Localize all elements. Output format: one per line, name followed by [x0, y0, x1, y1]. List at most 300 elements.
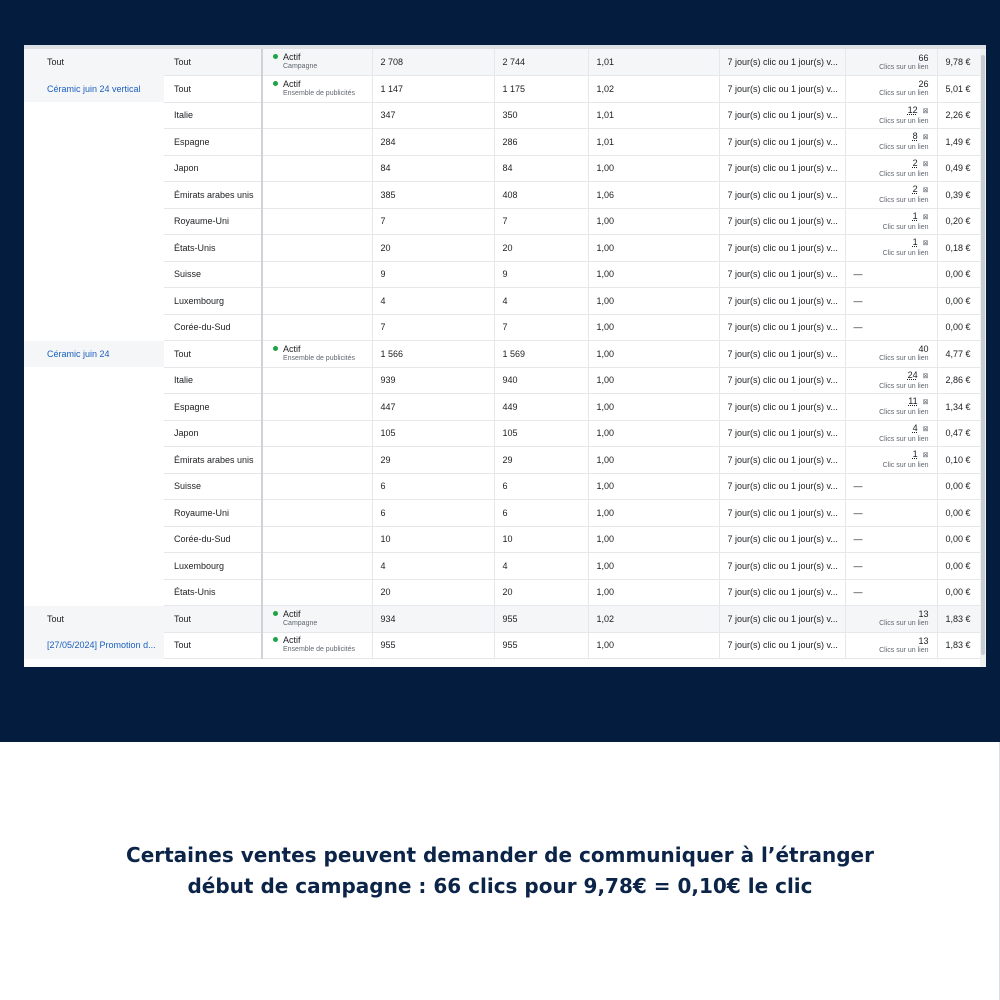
delivery-status-cell [262, 102, 372, 129]
table-row[interactable] [24, 102, 980, 129]
frequency-cell [588, 420, 719, 447]
breakdown-country-cell [164, 49, 262, 76]
reach-cell [372, 155, 494, 182]
frequency-cell [588, 526, 719, 553]
amount-spent-value: 0,20 € [945, 216, 971, 227]
delivery-status-cell [262, 447, 372, 474]
attribution-value: 7 jour(s) clic ou 1 jour(s) v... [727, 507, 838, 518]
impressions-value: 10 [502, 534, 513, 545]
vertical-scrollbar[interactable] [980, 49, 986, 667]
breakdown-country-cell [164, 367, 262, 394]
delivery-status-cell [262, 76, 372, 103]
breakdown-value: Émirats arabes unis [174, 189, 254, 200]
results-cell [845, 500, 937, 527]
results-number: 66 [918, 52, 929, 63]
impressions-value: 449 [502, 401, 518, 412]
status-dot-icon [273, 611, 278, 616]
campaign-name-cell [24, 102, 164, 129]
impressions-value: 84 [502, 163, 513, 174]
campaign-name-cell [24, 420, 164, 447]
campaign-name-cell [24, 500, 164, 527]
breakdown-country-cell [164, 235, 262, 262]
campaign-name-link[interactable]: [27/05/2024] Promotion d... [47, 640, 156, 651]
reach-value: 6 [380, 507, 386, 518]
reach-cell [372, 49, 494, 76]
results-cell[interactable] [845, 76, 937, 103]
reach-cell [372, 553, 494, 580]
amount-spent-value: 0,49 € [945, 163, 971, 174]
frequency-value: 1,00 [596, 322, 615, 333]
frequency-cell [588, 500, 719, 527]
results-cell [845, 473, 937, 500]
campaign-name-cell [24, 473, 164, 500]
delivery-status-cell [262, 208, 372, 235]
amount-spent-cell [937, 526, 980, 553]
breakdown-value: Tout [174, 348, 192, 359]
reach-cell [372, 235, 494, 262]
breakdown-value: Italie [174, 110, 194, 121]
attribution-value: 7 jour(s) clic ou 1 jour(s) v... [727, 269, 838, 280]
results-cell[interactable] [845, 447, 937, 474]
reach-value: 1 147 [380, 83, 404, 94]
impressions-value: 6 [502, 507, 508, 518]
table-row[interactable] [24, 288, 980, 315]
breakdown-country-cell [164, 447, 262, 474]
results-cell[interactable] [845, 606, 937, 633]
attribution-value: 7 jour(s) clic ou 1 jour(s) v... [727, 189, 838, 200]
results-empty: — [853, 269, 863, 280]
amount-spent-cell [937, 420, 980, 447]
frequency-value: 1,00 [596, 163, 615, 174]
campaign-name-cell [24, 288, 164, 315]
results-cell [845, 579, 937, 606]
reach-value: 6 [380, 481, 386, 492]
breakdown-value: Italie [174, 375, 194, 386]
breakdown-value: Tout [174, 613, 192, 624]
attribution-setting-cell [719, 49, 845, 76]
campaign-name-cell [24, 394, 164, 421]
scrollbar-thumb[interactable] [981, 55, 985, 655]
table-row[interactable] [24, 473, 980, 500]
attribution-setting-cell [719, 606, 845, 633]
results-cell [845, 526, 937, 553]
frequency-value: 1,00 [596, 560, 615, 571]
table-body [24, 49, 980, 659]
impressions-cell [494, 553, 588, 580]
attribution-setting-cell [719, 261, 845, 288]
results-type: Clics sur un lien [879, 355, 929, 363]
attribution-value: 7 jour(s) clic ou 1 jour(s) v... [727, 83, 838, 94]
results-type: Clic sur un lien [882, 462, 929, 470]
amount-spent-value: 0,00 € [945, 587, 971, 598]
amount-spent-value: 0,00 € [945, 534, 971, 545]
delivery-status-cell [262, 129, 372, 156]
table-row[interactable] [24, 182, 980, 209]
reach-value: 29 [380, 454, 391, 465]
impressions-cell [494, 182, 588, 209]
breakdown-country-cell [164, 182, 262, 209]
breakdown-country-cell [164, 632, 262, 659]
frequency-cell [588, 208, 719, 235]
reach-cell [372, 500, 494, 527]
results-value [852, 53, 929, 63]
status-dot-icon [273, 54, 278, 59]
status-label: Actif [283, 343, 301, 354]
status-level: Ensemble de publicités [283, 646, 355, 654]
impressions-cell [494, 261, 588, 288]
results-empty: — [853, 295, 863, 306]
breakdown-country-cell [164, 341, 262, 368]
attribution-setting-cell [719, 526, 845, 553]
campaign-name-cell [24, 367, 164, 394]
table-row[interactable] [24, 208, 980, 235]
impressions-value: 286 [502, 136, 518, 147]
amount-spent-cell [937, 579, 980, 606]
campaign-name-cell[interactable] [24, 76, 164, 103]
impressions-cell [494, 420, 588, 447]
attribution-value: 7 jour(s) clic ou 1 jour(s) v... [727, 375, 838, 386]
campaign-name-cell [24, 606, 164, 633]
delivery-status-cell [262, 261, 372, 288]
attribution-value: 7 jour(s) clic ou 1 jour(s) v... [727, 57, 838, 67]
delivery-status-cell [262, 314, 372, 341]
breakdown-value: Japon [174, 428, 199, 439]
impressions-value: 4 [502, 560, 508, 571]
status-level: Campagne [283, 619, 318, 627]
status-badge [273, 609, 364, 629]
table-row[interactable] [24, 420, 980, 447]
results-cell[interactable] [845, 632, 937, 659]
reach-cell [372, 526, 494, 553]
reach-value: 385 [380, 189, 396, 200]
results-number: 11 [908, 396, 918, 407]
table-row[interactable] [24, 447, 980, 474]
breakdown-country-cell [164, 102, 262, 129]
reach-value: 10 [380, 534, 391, 545]
impressions-value: 350 [502, 110, 518, 121]
impressions-cell [494, 155, 588, 182]
results-cell[interactable] [845, 49, 937, 76]
frequency-value: 1,01 [596, 110, 615, 121]
frequency-cell [588, 155, 719, 182]
table-row[interactable] [24, 129, 980, 156]
impressions-value: 1 175 [502, 83, 526, 94]
results-empty: — [853, 534, 863, 545]
reach-value: 7 [380, 322, 386, 333]
results-cell[interactable] [845, 394, 937, 421]
amount-spent-cell [937, 341, 980, 368]
results-value [852, 423, 929, 435]
breakdown-value: Suisse [174, 269, 202, 280]
results-cell[interactable] [845, 182, 937, 209]
comparison-icon: ⊠ [922, 134, 929, 142]
results-value [852, 158, 929, 170]
amount-spent-cell [937, 606, 980, 633]
status-label: Actif [283, 635, 301, 646]
frequency-value: 1,00 [596, 242, 615, 253]
results-value [852, 79, 929, 89]
breakdown-value: Japon [174, 163, 199, 174]
impressions-cell [494, 314, 588, 341]
reach-cell [372, 579, 494, 606]
amount-spent-cell [937, 447, 980, 474]
campaign-name-link[interactable]: Céramic juin 24 [47, 348, 110, 359]
results-cell[interactable] [845, 420, 937, 447]
impressions-cell [494, 235, 588, 262]
status-badge [273, 344, 364, 364]
frequency-cell [588, 102, 719, 129]
results-number: 1 [912, 449, 918, 460]
delivery-status-cell [262, 553, 372, 580]
frequency-value: 1,01 [596, 136, 615, 147]
attribution-value: 7 jour(s) clic ou 1 jour(s) v... [727, 348, 838, 359]
results-number: 12 [907, 104, 918, 115]
reach-value: 1 566 [380, 348, 404, 359]
results-number: 1 [912, 237, 918, 248]
results-cell[interactable] [845, 155, 937, 182]
amount-spent-cell [937, 314, 980, 341]
table-row[interactable] [24, 579, 980, 606]
impressions-value: 7 [502, 322, 508, 333]
results-empty: — [853, 322, 863, 333]
frequency-value: 1,00 [596, 454, 615, 465]
breakdown-country-cell [164, 155, 262, 182]
status-label: Actif [283, 78, 301, 89]
attribution-setting-cell [719, 314, 845, 341]
amount-spent-cell [937, 394, 980, 421]
results-value [852, 131, 929, 143]
status-dot-icon [273, 637, 278, 642]
attribution-setting-cell [719, 102, 845, 129]
reach-value: 4 [380, 295, 386, 306]
frequency-cell [588, 129, 719, 156]
attribution-setting-cell [719, 367, 845, 394]
frequency-cell [588, 473, 719, 500]
amount-spent-value: 1,34 € [945, 401, 971, 412]
frequency-cell [588, 606, 719, 633]
results-cell[interactable] [845, 367, 937, 394]
campaign-name-cell [24, 155, 164, 182]
reach-value: 105 [380, 428, 396, 439]
attribution-value: 7 jour(s) clic ou 1 jour(s) v... [727, 534, 838, 545]
frequency-value: 1,02 [596, 83, 615, 94]
impressions-value: 940 [502, 375, 518, 386]
breakdown-country-cell [164, 76, 262, 103]
reach-cell [372, 288, 494, 315]
table-row[interactable] [24, 606, 980, 633]
breakdown-country-cell [164, 261, 262, 288]
table-row[interactable] [24, 261, 980, 288]
amount-spent-cell [937, 367, 980, 394]
reach-cell [372, 394, 494, 421]
frequency-cell [588, 314, 719, 341]
frequency-value: 1,00 [596, 401, 615, 412]
results-cell[interactable] [845, 235, 937, 262]
impressions-value: 955 [502, 613, 518, 624]
comparison-icon: ⊠ [922, 399, 929, 407]
reach-cell [372, 341, 494, 368]
impressions-cell [494, 129, 588, 156]
results-empty: — [853, 560, 863, 571]
breakdown-value: Tout [174, 57, 192, 67]
attribution-setting-cell [719, 553, 845, 580]
results-value [852, 396, 929, 408]
table-row[interactable] [24, 632, 980, 659]
reach-value: 4 [380, 560, 386, 571]
campaign-name-cell[interactable] [24, 632, 164, 659]
amount-spent-value: 1,83 € [945, 613, 971, 624]
attribution-setting-cell [719, 632, 845, 659]
impressions-value: 1 569 [502, 348, 526, 359]
attribution-setting-cell [719, 129, 845, 156]
results-number: 24 [907, 369, 918, 380]
campaign-name-link[interactable]: Céramic juin 24 vertical [47, 83, 141, 94]
campaign-name: Tout [47, 613, 65, 624]
frequency-value: 1,00 [596, 481, 615, 492]
impressions-value: 20 [502, 587, 513, 598]
reach-cell [372, 314, 494, 341]
table-row[interactable] [24, 394, 980, 421]
results-number: 13 [918, 609, 929, 620]
results-cell [845, 261, 937, 288]
impressions-cell [494, 526, 588, 553]
reach-cell [372, 129, 494, 156]
attribution-setting-cell [719, 155, 845, 182]
amount-spent-cell [937, 155, 980, 182]
reach-cell [372, 102, 494, 129]
amount-spent-cell [937, 76, 980, 103]
breakdown-value: Tout [174, 83, 192, 94]
campaign-name-cell [24, 235, 164, 262]
status-level: Campagne [283, 63, 318, 70]
comparison-icon: ⊠ [922, 240, 929, 248]
results-number: 2 [912, 184, 918, 195]
campaign-name-cell [24, 526, 164, 553]
attribution-value: 7 jour(s) clic ou 1 jour(s) v... [727, 163, 838, 174]
attribution-setting-cell [719, 500, 845, 527]
impressions-value: 20 [502, 242, 513, 253]
status-dot-icon [273, 81, 278, 86]
frequency-value: 1,00 [596, 507, 615, 518]
amount-spent-value: 0,39 € [945, 189, 971, 200]
frequency-cell [588, 341, 719, 368]
table-row[interactable] [24, 367, 980, 394]
table-row[interactable] [24, 155, 980, 182]
amount-spent-cell [937, 49, 980, 76]
results-cell[interactable] [845, 208, 937, 235]
breakdown-value: Émirats arabes unis [174, 454, 254, 465]
table-row[interactable] [24, 341, 980, 368]
attribution-value: 7 jour(s) clic ou 1 jour(s) v... [727, 481, 838, 492]
reach-cell [372, 447, 494, 474]
results-type: Clic sur un lien [882, 250, 929, 258]
attribution-setting-cell [719, 76, 845, 103]
breakdown-value: Royaume-Uni [174, 507, 230, 518]
campaign-name-cell [24, 579, 164, 606]
comparison-icon: ⊠ [922, 160, 929, 168]
amount-spent-cell [937, 500, 980, 527]
results-cell[interactable] [845, 341, 937, 368]
breakdown-value: États-Unis [174, 242, 216, 253]
impressions-value: 6 [502, 481, 508, 492]
impressions-value: 105 [502, 428, 518, 439]
table-row[interactable] [24, 314, 980, 341]
campaign-name-cell [24, 314, 164, 341]
comparison-icon: ⊠ [922, 452, 929, 460]
amount-spent-value: 9,78 € [945, 57, 971, 67]
attribution-value: 7 jour(s) clic ou 1 jour(s) v... [727, 428, 838, 439]
reach-value: 939 [380, 375, 396, 386]
reach-cell [372, 632, 494, 659]
breakdown-country-cell [164, 553, 262, 580]
table-row[interactable] [24, 526, 980, 553]
caption [0, 840, 1000, 902]
breakdown-value: Royaume-Uni [174, 216, 230, 227]
frequency-cell [588, 553, 719, 580]
reach-value: 20 [380, 587, 391, 598]
reach-value: 2 708 [380, 57, 404, 67]
reach-value: 20 [380, 242, 391, 253]
attribution-value: 7 jour(s) clic ou 1 jour(s) v... [727, 322, 838, 333]
attribution-setting-cell [719, 394, 845, 421]
breakdown-value: Luxembourg [174, 560, 225, 571]
campaign-name-cell[interactable] [24, 341, 164, 368]
reach-value: 447 [380, 401, 396, 412]
results-cell[interactable] [845, 102, 937, 129]
impressions-cell [494, 394, 588, 421]
results-empty: — [853, 587, 863, 598]
impressions-cell [494, 288, 588, 315]
results-value [852, 237, 929, 249]
attribution-setting-cell [719, 288, 845, 315]
frequency-value: 1,00 [596, 295, 615, 306]
impressions-cell [494, 208, 588, 235]
frequency-cell [588, 447, 719, 474]
frequency-value: 1,02 [596, 613, 615, 624]
table-row[interactable] [24, 49, 980, 76]
comparison-icon: ⊠ [922, 187, 929, 195]
table-row[interactable] [24, 76, 980, 103]
amount-spent-value: 0,18 € [945, 242, 971, 253]
breakdown-value: États-Unis [174, 587, 216, 598]
reach-cell [372, 420, 494, 447]
amount-spent-value: 0,10 € [945, 454, 971, 465]
table-row[interactable] [24, 553, 980, 580]
amount-spent-value: 0,00 € [945, 560, 971, 571]
results-cell[interactable] [845, 129, 937, 156]
attribution-value: 7 jour(s) clic ou 1 jour(s) v... [727, 136, 838, 147]
status-label: Actif [283, 608, 301, 619]
results-number: 2 [912, 157, 918, 168]
amount-spent-value: 4,77 € [945, 348, 971, 359]
impressions-cell [494, 579, 588, 606]
impressions-value: 7 [502, 216, 508, 227]
reach-cell [372, 473, 494, 500]
table-row[interactable] [24, 235, 980, 262]
breakdown-country-cell [164, 288, 262, 315]
breakdown-country-cell [164, 208, 262, 235]
attribution-value: 7 jour(s) clic ou 1 jour(s) v... [727, 295, 838, 306]
amount-spent-value: 1,49 € [945, 136, 971, 147]
amount-spent-cell [937, 182, 980, 209]
breakdown-country-cell [164, 129, 262, 156]
results-cell [845, 314, 937, 341]
results-number: 13 [918, 635, 929, 646]
amount-spent-cell [937, 261, 980, 288]
table-row[interactable] [24, 500, 980, 527]
results-value [852, 211, 929, 223]
attribution-value: 7 jour(s) clic ou 1 jour(s) v... [727, 110, 838, 121]
